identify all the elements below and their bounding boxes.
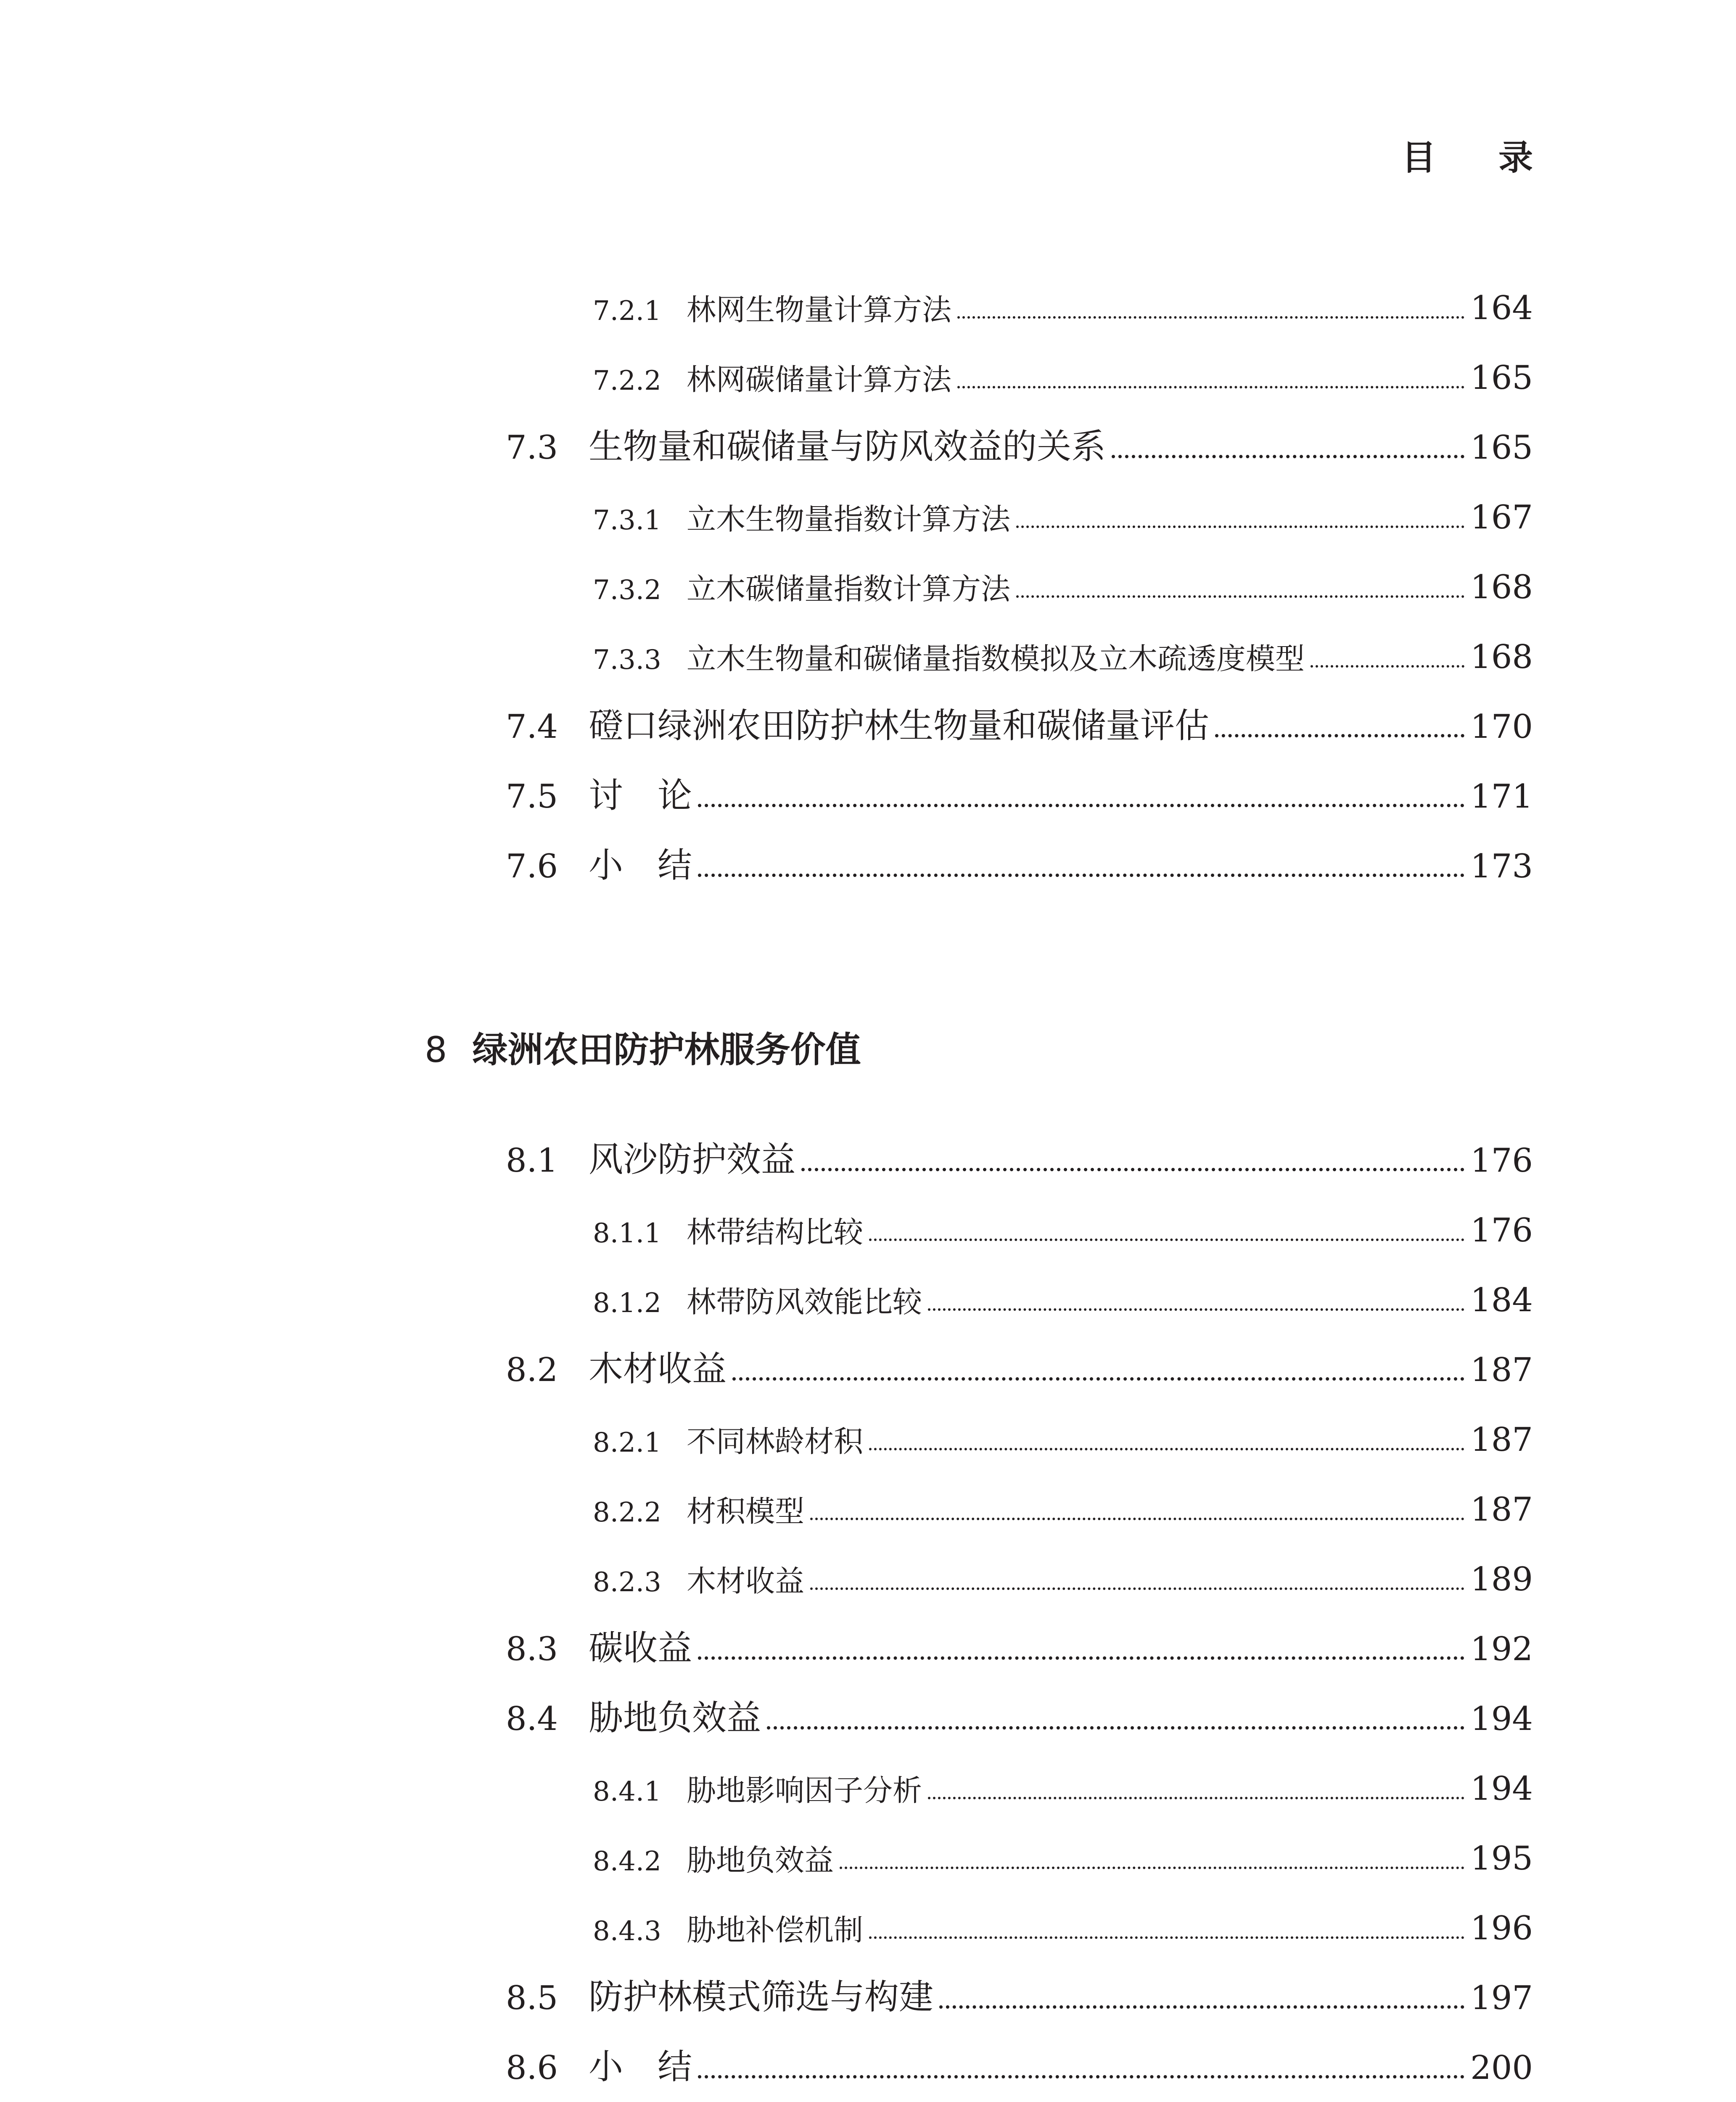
toc-leader-dots bbox=[810, 1587, 1464, 1590]
toc-entry-number: 8.4 bbox=[506, 1700, 558, 1738]
toc-entry-7-3-1[interactable] bbox=[0, 492, 1736, 542]
toc-entry-page: 194 bbox=[1470, 1700, 1533, 1738]
toc-leader-dots bbox=[698, 1656, 1464, 1660]
toc-entry-page: 195 bbox=[1470, 1840, 1533, 1878]
toc-entry-label: 胁地负效益 bbox=[589, 1698, 761, 1738]
toc-entry-number: 8.1.1 bbox=[593, 1218, 661, 1249]
toc-entry-label: 立木碳储量指数计算方法 bbox=[687, 572, 1010, 606]
toc-entry-label: 木材收益 bbox=[589, 1349, 727, 1389]
toc-leader-dots bbox=[767, 1726, 1464, 1730]
toc-entry-page: 196 bbox=[1470, 1909, 1533, 1947]
toc-entry-number: 8.3 bbox=[506, 1630, 558, 1668]
toc-leader-dots bbox=[698, 2075, 1464, 2078]
toc-leader-dots bbox=[1016, 526, 1464, 528]
toc-leader-dots bbox=[698, 804, 1464, 807]
chapter-number: 8 bbox=[425, 1029, 447, 1070]
chapter-title: 绿洲农田防护林服务价值 bbox=[472, 1029, 861, 1070]
toc-entry-number: 7.3.3 bbox=[593, 644, 661, 676]
toc-entry-page: 164 bbox=[1470, 289, 1533, 327]
toc-entry-label: 防护林模式筛选与构建 bbox=[589, 1977, 934, 2017]
toc-entry-page: 187 bbox=[1470, 1491, 1533, 1529]
toc-entry-7-6[interactable] bbox=[0, 841, 1736, 891]
toc-entry-number: 7.3 bbox=[506, 429, 558, 467]
toc-entry-page: 167 bbox=[1470, 499, 1533, 536]
toc-entry-number: 7.2.1 bbox=[593, 296, 661, 327]
toc-leader-dots bbox=[1112, 455, 1464, 458]
toc-entry-8-5[interactable] bbox=[0, 1973, 1736, 2023]
toc-entry-label: 林带防风效能比较 bbox=[687, 1285, 922, 1319]
toc-entry-page: 187 bbox=[1470, 1421, 1533, 1459]
toc-entry-7-3-3[interactable] bbox=[0, 631, 1736, 682]
toc-leader-dots bbox=[957, 386, 1464, 388]
toc-leader-dots bbox=[801, 1168, 1464, 1171]
toc-entry-8-4-2[interactable] bbox=[0, 1833, 1736, 1883]
toc-entry-page: 187 bbox=[1470, 1351, 1533, 1389]
toc-entry-label: 小 结 bbox=[589, 2047, 692, 2087]
toc-entry-label: 材积模型 bbox=[687, 1494, 804, 1529]
toc-entry-number: 8.4.3 bbox=[593, 1916, 661, 1947]
toc-entry-page: 168 bbox=[1470, 638, 1533, 676]
toc-entry-label: 讨 论 bbox=[589, 776, 692, 816]
toc-entry-label: 生物量和碳储量与防风效益的关系 bbox=[589, 427, 1106, 467]
toc-entry-label: 林带结构比较 bbox=[687, 1215, 863, 1249]
toc-entry-7-3[interactable] bbox=[0, 422, 1736, 473]
toc-leader-dots bbox=[869, 1238, 1464, 1241]
toc-entry-page: 194 bbox=[1470, 1770, 1533, 1808]
toc-entry-label: 胁地补偿机制 bbox=[687, 1913, 863, 1947]
toc-entry-page: 171 bbox=[1470, 778, 1533, 816]
toc-entry-label: 风沙防护效益 bbox=[589, 1140, 796, 1180]
toc-entry-8-6[interactable] bbox=[0, 2042, 1736, 2093]
toc-entry-number: 7.3.1 bbox=[593, 505, 661, 536]
toc-entry-label: 胁地负效益 bbox=[687, 1843, 834, 1878]
toc-entry-8-4[interactable] bbox=[0, 1693, 1736, 1744]
toc-entry-label: 磴口绿洲农田防护林生物量和碳储量评估 bbox=[589, 706, 1210, 746]
toc-entry-label: 胁地影响因子分析 bbox=[687, 1773, 922, 1808]
toc-entry-page: 170 bbox=[1470, 708, 1533, 746]
toc-entry-8-2[interactable] bbox=[0, 1344, 1736, 1395]
toc-entry-8-1-1[interactable] bbox=[0, 1205, 1736, 1255]
toc-entry-number: 7.3.2 bbox=[593, 575, 661, 606]
toc-entry-number: 7.4 bbox=[506, 708, 558, 746]
toc-leader-dots bbox=[1016, 595, 1464, 598]
toc-entry-page: 184 bbox=[1470, 1281, 1533, 1319]
toc-entry-number: 8.6 bbox=[506, 2049, 558, 2087]
toc-entry-number: 8.5 bbox=[506, 1979, 558, 2017]
toc-entry-7-5[interactable] bbox=[0, 771, 1736, 821]
toc-entry-8-1[interactable] bbox=[0, 1135, 1736, 1186]
toc-entry-number: 8.2.2 bbox=[593, 1497, 661, 1528]
toc-entry-label: 立木生物量指数计算方法 bbox=[687, 502, 1010, 536]
toc-leader-dots bbox=[810, 1518, 1464, 1520]
toc-entry-page: 189 bbox=[1470, 1561, 1533, 1598]
toc-entry-page: 192 bbox=[1470, 1630, 1533, 1668]
toc-entry-label: 不同林龄材积 bbox=[687, 1424, 863, 1459]
toc-entry-7-2-1[interactable] bbox=[0, 283, 1736, 333]
toc-entry-number: 8.4.1 bbox=[593, 1776, 661, 1807]
toc-entry-8-1-2[interactable] bbox=[0, 1275, 1736, 1325]
toc-entry-8-2-3[interactable] bbox=[0, 1554, 1736, 1604]
toc-entry-8-2-2[interactable] bbox=[0, 1484, 1736, 1534]
toc-leader-dots bbox=[1311, 665, 1464, 668]
toc-leader-dots bbox=[698, 874, 1464, 877]
toc-entry-page: 168 bbox=[1470, 568, 1533, 606]
toc-leader-dots bbox=[928, 1797, 1464, 1799]
toc-entry-number: 8.2 bbox=[506, 1351, 558, 1389]
chapter-8-heading[interactable] bbox=[425, 1029, 861, 1070]
toc-entry-7-4[interactable] bbox=[0, 701, 1736, 752]
toc-entry-page: 200 bbox=[1470, 2049, 1533, 2087]
toc-leader-dots bbox=[957, 316, 1464, 319]
toc-entry-page: 165 bbox=[1470, 429, 1533, 467]
toc-entry-number: 7.6 bbox=[506, 848, 558, 885]
toc-leader-dots bbox=[1215, 734, 1464, 737]
toc-entry-label: 木材收益 bbox=[687, 1564, 804, 1598]
toc-entry-number: 8.2.1 bbox=[593, 1427, 661, 1458]
toc-entry-page: 176 bbox=[1470, 1142, 1533, 1180]
toc-entry-7-2-2[interactable] bbox=[0, 352, 1736, 403]
toc-leader-dots bbox=[732, 1377, 1464, 1381]
toc-entry-page: 197 bbox=[1470, 1979, 1533, 2017]
toc-entry-label: 小 结 bbox=[589, 845, 692, 885]
toc-entry-7-3-2[interactable] bbox=[0, 562, 1736, 612]
toc-entry-number: 8.2.3 bbox=[593, 1567, 661, 1598]
toc-entry-number: 7.2.2 bbox=[593, 365, 661, 396]
toc-entry-label: 碳收益 bbox=[589, 1628, 692, 1668]
toc-entry-number: 8.1.2 bbox=[593, 1288, 661, 1319]
toc-entry-number: 8.1 bbox=[506, 1142, 558, 1180]
toc-leader-dots bbox=[928, 1308, 1464, 1311]
toc-entry-8-4-1[interactable] bbox=[0, 1763, 1736, 1814]
toc-entry-number: 7.5 bbox=[506, 778, 558, 816]
toc-leader-dots bbox=[869, 1936, 1464, 1939]
toc-entry-page: 173 bbox=[1470, 848, 1533, 885]
toc-entry-page: 176 bbox=[1470, 1212, 1533, 1249]
toc-entry-page: 165 bbox=[1470, 359, 1533, 397]
toc-entry-number: 8.4.2 bbox=[593, 1846, 661, 1877]
toc-entry-label: 林网生物量计算方法 bbox=[687, 293, 951, 327]
page-header-title: 目 录 bbox=[1401, 137, 1558, 178]
toc-entry-label: 立木生物量和碳储量指数模拟及立木疏透度模型 bbox=[687, 642, 1305, 676]
toc-entry-8-4-3[interactable] bbox=[0, 1903, 1736, 1953]
toc-leader-dots bbox=[840, 1867, 1464, 1869]
toc-leader-dots bbox=[869, 1448, 1464, 1450]
toc-entry-8-3[interactable] bbox=[0, 1624, 1736, 1674]
toc-leader-dots bbox=[939, 2005, 1464, 2009]
toc-entry-8-2-1[interactable] bbox=[0, 1414, 1736, 1465]
toc-entry-label: 林网碳储量计算方法 bbox=[687, 362, 951, 397]
